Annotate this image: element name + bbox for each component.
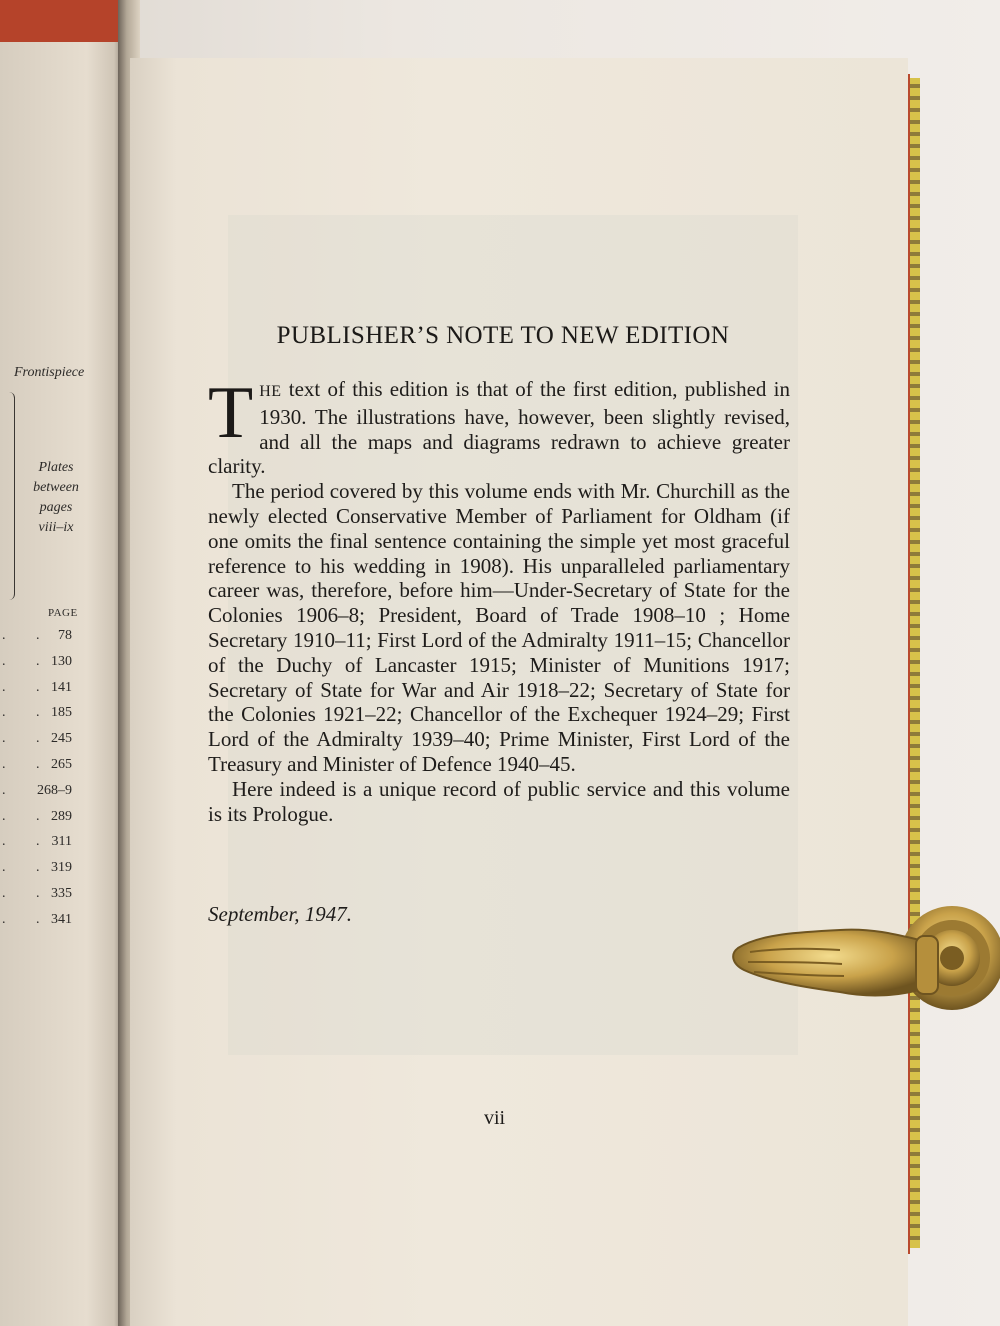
page-number: 78 xyxy=(58,628,72,643)
page-number-list xyxy=(0,628,80,938)
drop-cap: T xyxy=(208,372,254,454)
list-item: . . 335 xyxy=(2,885,72,901)
page-column-header: PAGE xyxy=(48,607,78,619)
note-body xyxy=(208,372,790,826)
page-title: PUBLISHER’S NOTE TO NEW EDITION xyxy=(276,322,730,349)
small-caps-lead: HE xyxy=(259,383,282,400)
page-number: 341 xyxy=(51,911,72,927)
page-number: 141 xyxy=(51,679,72,695)
list-item: . . 245 xyxy=(2,731,72,747)
list-item: . . 130 xyxy=(2,653,72,669)
list-item: . . 289 xyxy=(2,808,72,824)
date-line: September, 1947. xyxy=(208,902,353,926)
list-item: . 268–9 xyxy=(2,782,72,798)
plates-line: between xyxy=(33,480,79,495)
list-item: . . 141 xyxy=(2,679,72,695)
paragraph-2: The period covered by this volume ends with Mr. Churchill as the newly elected Conservative Member of Parliament for Oldham (if one omits the final sentence containing the simple yet most graceful reference to his wedding in 1908). His unparalleled parliamentary career was, therefore, before him—Under-Secretary of State for the Colonies 1906–8; President, Board of Trade 1908–10 ; Home Secretary 1910–11; First Lord of the Admiralty 1911–15; Chancellor of the Duchy of Lancaster 1915; Minister of Munitions 1917; Secretary of State for War and Air 1918–22; Secretary of State for the Colonies 1921–22; Chancellor of the Exchequer 1924–29; First Lord of the Admiralty 1939–40; Prime Minister, First Lord of the Treasury and Minister of Defence 1940–45. xyxy=(208,479,790,776)
page-number: 185 xyxy=(51,705,72,721)
plates-line: viii–ix xyxy=(38,520,74,535)
page-folio: vii xyxy=(484,1107,506,1129)
page-number: 268–9 xyxy=(37,782,72,798)
paragraph-1-text: text of this edition is that of the first edition, published in 1930. The illustrations have, however, been slightly revised, and all the maps and diagrams redrawn to achieve greater clarity. xyxy=(208,377,790,479)
list-item: . . 265 xyxy=(2,756,72,772)
page-number: 130 xyxy=(51,653,72,669)
brass-hand-clip-icon[interactable] xyxy=(730,896,1000,1026)
page-number: 245 xyxy=(51,731,72,747)
page-number: 319 xyxy=(51,860,72,876)
list-item: . . 311 xyxy=(2,834,72,850)
paragraph-3: Here indeed is a unique record of public service and this volume is its Prologue. xyxy=(208,776,790,826)
list-item: . . 185 xyxy=(2,705,72,721)
plates-line: Plates xyxy=(38,460,74,475)
plates-line: pages xyxy=(39,500,73,515)
frontispiece-label: Frontispiece xyxy=(14,365,85,380)
paragraph-1 xyxy=(208,372,790,479)
list-item: . . 78 xyxy=(2,628,72,643)
brace-bracket xyxy=(6,392,15,600)
plates-note xyxy=(26,458,86,538)
hand xyxy=(733,930,938,996)
page-number: 265 xyxy=(51,756,72,772)
page-number: 335 xyxy=(51,885,72,901)
page-number: 311 xyxy=(51,834,72,850)
page-number: 289 xyxy=(51,808,72,824)
list-item: . . 341 xyxy=(2,911,72,927)
list-item: . . 319 xyxy=(2,860,72,876)
